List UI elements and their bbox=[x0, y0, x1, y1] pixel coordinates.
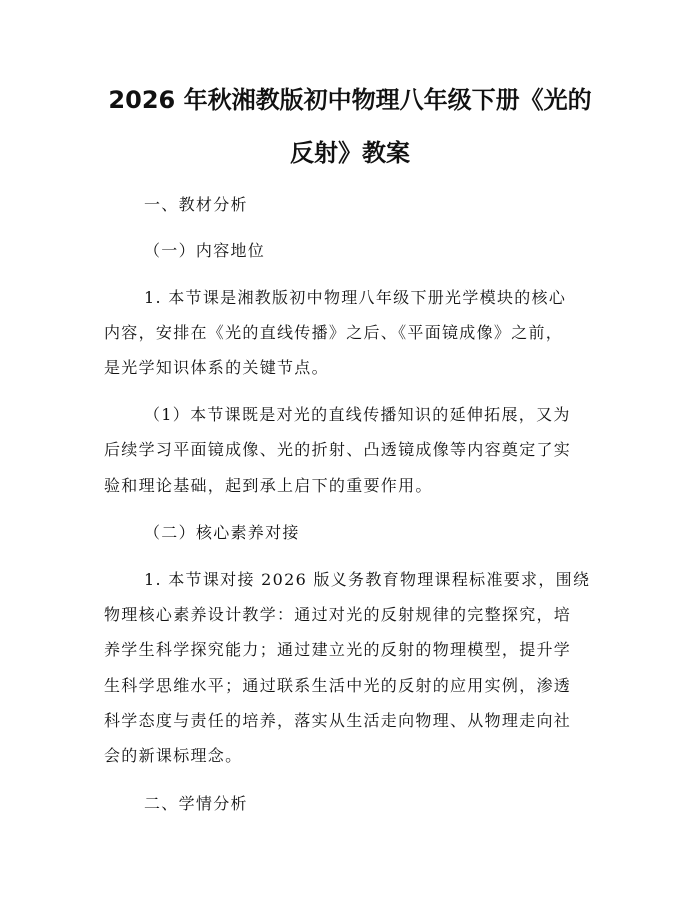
paragraph-3-line-2: 物理核心素养设计教学：通过对光的反射规律的完整探究，培 bbox=[104, 605, 572, 624]
subsection-heading-core-literacy: （二）核心素养对接 bbox=[144, 523, 300, 542]
paragraph-3-line-5: 科学态度与责任的培养，落实从生活走向物理、从物理走向社 bbox=[104, 711, 572, 730]
paragraph-2-line-2: 后续学习平面镜成像、光的折射、凸透镜成像等内容奠定了实 bbox=[104, 440, 572, 459]
section-heading-learner-analysis: 二、学情分析 bbox=[144, 794, 248, 813]
paragraph-1-line-3: 是光学知识体系的关键节点。 bbox=[104, 358, 329, 377]
paragraph-2-line-1: （1）本节课既是对光的直线传播知识的延伸拓展，又为 bbox=[144, 405, 571, 424]
document-title-line-2: 反射》教案 bbox=[290, 139, 410, 167]
paragraph-3-line-3: 养学生科学探究能力；通过建立光的反射的物理模型，提升学 bbox=[104, 640, 572, 659]
paragraph-2-line-3: 验和理论基础，起到承上启下的重要作用。 bbox=[104, 476, 433, 495]
document-title-line-1: 2026 年秋湘教版初中物理八年级下册《光的 bbox=[108, 86, 592, 114]
section-heading-textbook-analysis: 一、教材分析 bbox=[144, 195, 248, 214]
paragraph-3-line-6: 会的新课标理念。 bbox=[104, 746, 243, 765]
paragraph-3-line-1: 1. 本节课对接 2026 版义务教育物理课程标准要求，围绕 bbox=[144, 570, 591, 589]
subsection-heading-content-position: （一）内容地位 bbox=[144, 241, 266, 260]
paragraph-1-line-1: 1. 本节课是湘教版初中物理八年级下册光学模块的核心 bbox=[144, 288, 567, 307]
paragraph-3-line-4: 生科学思维水平；通过联系生活中光的反射的应用实例，渗透 bbox=[104, 676, 572, 695]
paragraph-1-line-2: 内容，安排在《光的直线传播》之后、《平面镜成像》之前， bbox=[104, 323, 564, 342]
